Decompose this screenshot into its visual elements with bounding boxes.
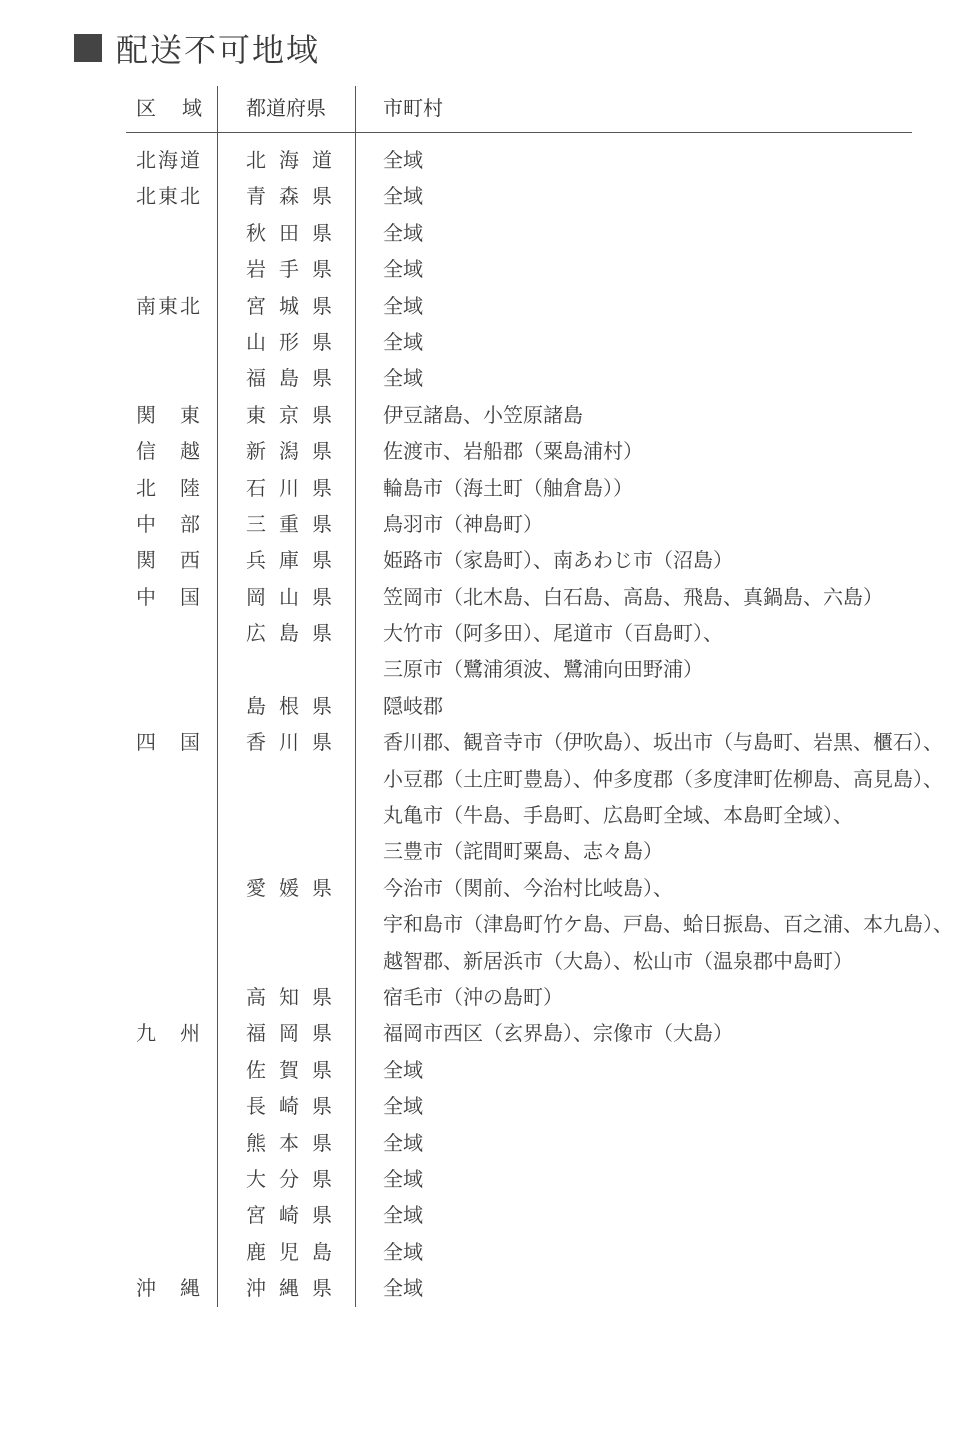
prefecture-cell: 島根県 bbox=[246, 693, 332, 718]
table-row bbox=[0, 1015, 968, 1051]
table-row bbox=[0, 651, 968, 687]
prefecture-cell: 佐賀県 bbox=[246, 1057, 332, 1082]
table-row bbox=[0, 215, 968, 251]
table-row bbox=[0, 324, 968, 360]
table-row bbox=[0, 724, 968, 760]
city-cell: 全域 bbox=[383, 257, 423, 282]
prefecture-cell: 愛媛県 bbox=[246, 875, 332, 900]
page-title-row bbox=[74, 26, 320, 70]
city-cell: 今治市（関前、今治村比岐島）、 bbox=[383, 875, 673, 900]
prefecture-cell: 新潟県 bbox=[246, 439, 332, 464]
table-row bbox=[0, 797, 968, 833]
city-cell: 全域 bbox=[383, 329, 423, 354]
city-cell: 姫路市（家島町）、南あわじ市（沼島） bbox=[383, 548, 733, 573]
table-row bbox=[0, 542, 968, 578]
title-square-icon bbox=[74, 34, 102, 62]
table-row bbox=[0, 979, 968, 1015]
city-cell: 伊豆諸島、小笠原諸島 bbox=[383, 402, 583, 427]
prefecture-cell: 三重県 bbox=[246, 511, 332, 536]
table-row bbox=[0, 1088, 968, 1124]
table-row bbox=[0, 1270, 968, 1306]
city-cell: 全域 bbox=[383, 293, 423, 318]
prefecture-cell: 長崎県 bbox=[246, 1094, 332, 1119]
table-row bbox=[0, 506, 968, 542]
prefecture-cell: 福岡県 bbox=[246, 1021, 332, 1046]
table-row bbox=[0, 1125, 968, 1161]
table-row bbox=[0, 433, 968, 469]
table-row bbox=[0, 178, 968, 214]
prefecture-cell: 岡山県 bbox=[246, 584, 332, 609]
prefecture-cell: 岩手県 bbox=[246, 257, 332, 282]
table-row bbox=[0, 397, 968, 433]
table-row bbox=[0, 1234, 968, 1270]
city-cell: 全域 bbox=[383, 1239, 423, 1264]
prefecture-cell: 広島県 bbox=[246, 621, 332, 646]
city-cell: 全域 bbox=[383, 220, 423, 245]
city-cell: 小豆郡（土庄町豊島）、仲多度郡（多度津町佐柳島、高見島）、 bbox=[383, 766, 943, 791]
city-cell: 宿毛市（沖の島町） bbox=[383, 984, 563, 1009]
region-cell: 信越 bbox=[136, 439, 200, 464]
city-cell: 全域 bbox=[383, 1276, 423, 1301]
city-cell: 佐渡市、岩船郡（粟島浦村） bbox=[383, 439, 643, 464]
city-cell: 全域 bbox=[383, 184, 423, 209]
table-row bbox=[0, 761, 968, 797]
prefecture-cell: 北海道 bbox=[246, 148, 332, 172]
region-cell: 関東 bbox=[136, 402, 200, 427]
region-cell: 北海道 bbox=[136, 148, 200, 172]
header-underline bbox=[126, 132, 912, 133]
region-cell: 九州 bbox=[136, 1021, 200, 1046]
city-cell: 福岡市西区（玄界島）、宗像市（大島） bbox=[383, 1021, 733, 1046]
region-cell: 南東北 bbox=[136, 293, 200, 318]
region-cell: 四国 bbox=[136, 730, 200, 755]
prefecture-cell: 石川県 bbox=[246, 475, 332, 500]
table-row bbox=[0, 943, 968, 979]
table-row bbox=[0, 360, 968, 396]
city-cell: 全域 bbox=[383, 366, 423, 391]
table-row bbox=[0, 870, 968, 906]
city-cell: 丸亀市（牛島、手島町、広島町全域、本島町全域）、 bbox=[383, 803, 853, 828]
prefecture-cell: 香川県 bbox=[246, 730, 332, 755]
city-cell: 鳥羽市（神島町） bbox=[383, 511, 543, 536]
city-cell: 大竹市（阿多田）、尾道市（百島町）、 bbox=[383, 621, 723, 646]
table-row bbox=[0, 251, 968, 287]
prefecture-cell: 東京県 bbox=[246, 402, 332, 427]
region-cell: 沖縄 bbox=[136, 1276, 200, 1301]
table-row bbox=[0, 142, 968, 178]
city-cell: 輪島市（海土町（舳倉島）） bbox=[383, 475, 633, 500]
city-cell: 全域 bbox=[383, 1130, 423, 1155]
header-city: 市町村 bbox=[383, 96, 443, 120]
prefecture-cell: 沖縄県 bbox=[246, 1276, 332, 1301]
table-row bbox=[0, 615, 968, 651]
prefecture-cell: 熊本県 bbox=[246, 1130, 332, 1155]
table-row bbox=[0, 833, 968, 869]
prefecture-cell: 鹿児島 bbox=[246, 1239, 332, 1264]
page-title: 配送不可地域 bbox=[116, 31, 321, 69]
city-cell: 全域 bbox=[383, 148, 423, 172]
prefecture-cell: 山形県 bbox=[246, 329, 332, 354]
region-table bbox=[0, 142, 968, 1307]
city-cell: 三豊市（詫間町粟島、志々島） bbox=[383, 839, 663, 864]
city-cell: 全域 bbox=[383, 1166, 423, 1191]
city-cell: 全域 bbox=[383, 1094, 423, 1119]
table-row bbox=[0, 906, 968, 942]
prefecture-cell: 福島県 bbox=[246, 366, 332, 391]
prefecture-cell: 兵庫県 bbox=[246, 548, 332, 573]
prefecture-cell: 宮崎県 bbox=[246, 1203, 332, 1228]
prefecture-cell: 大分県 bbox=[246, 1166, 332, 1191]
header-region: 区域 bbox=[136, 96, 202, 120]
table-row bbox=[0, 579, 968, 615]
city-cell: 宇和島市（津島町竹ケ島、戸島、蛤日振島、百之浦、本九島）、 bbox=[383, 912, 953, 937]
city-cell: 三原市（鷺浦須波、鷺浦向田野浦） bbox=[383, 657, 703, 682]
table-row bbox=[0, 1161, 968, 1197]
city-cell: 全域 bbox=[383, 1203, 423, 1228]
region-cell: 中部 bbox=[136, 511, 200, 536]
prefecture-cell: 秋田県 bbox=[246, 220, 332, 245]
table-row bbox=[0, 688, 968, 724]
table-row bbox=[0, 470, 968, 506]
header-prefecture: 都道府県 bbox=[246, 96, 326, 120]
table-row bbox=[0, 1052, 968, 1088]
region-cell: 関西 bbox=[136, 548, 200, 573]
city-cell: 全域 bbox=[383, 1057, 423, 1082]
region-cell: 中国 bbox=[136, 584, 200, 609]
prefecture-cell: 宮城県 bbox=[246, 293, 332, 318]
region-cell: 北陸 bbox=[136, 475, 200, 500]
city-cell: 越智郡、新居浜市（大島）、松山市（温泉郡中島町） bbox=[383, 948, 853, 973]
city-cell: 香川郡、観音寺市（伊吹島）、坂出市（与島町、岩黒、櫃石）、 bbox=[383, 730, 943, 755]
prefecture-cell: 青森県 bbox=[246, 184, 332, 209]
table-row bbox=[0, 288, 968, 324]
table-row bbox=[0, 1197, 968, 1233]
prefecture-cell: 高知県 bbox=[246, 984, 332, 1009]
city-cell: 隠岐郡 bbox=[383, 693, 443, 718]
city-cell: 笠岡市（北木島、白石島、高島、飛島、真鍋島、六島） bbox=[383, 584, 883, 609]
region-cell: 北東北 bbox=[136, 184, 200, 209]
